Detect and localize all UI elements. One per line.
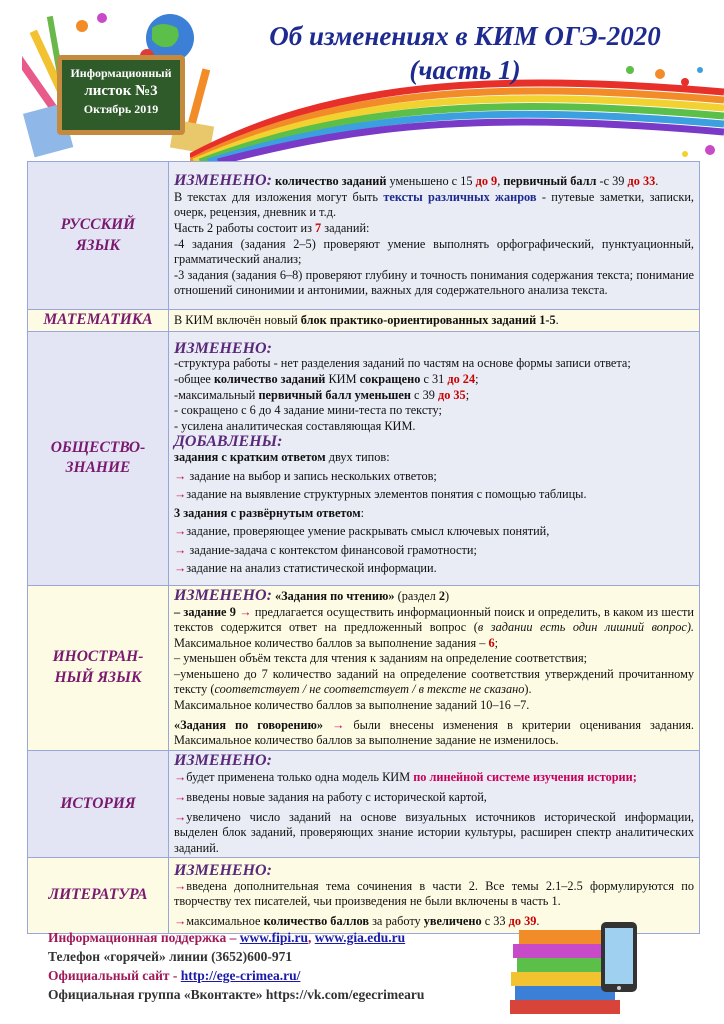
group-link[interactable]: https://vk.com/egecrimearu: [265, 987, 425, 1002]
highlight: 6: [488, 635, 495, 650]
subject-line: ЯЗЫК: [75, 236, 121, 254]
text: .: [536, 914, 540, 929]
subject-social: [28, 331, 169, 585]
group-line: [48, 985, 488, 1004]
text: -4 задания (задания 2–5) проверяют умение выполнять орфографический, пунктуационный, грамматический анализ;: [174, 236, 694, 267]
gia-link[interactable]: www.gia.edu.ru: [314, 930, 406, 945]
info-sheet-board: [57, 55, 185, 135]
text: количество заданий: [213, 371, 326, 386]
changes-table: [27, 161, 700, 934]
text: -структура работы - нет разделения заданий по частям на основе формы записи ответа;: [174, 356, 631, 371]
highlight: до 35: [437, 387, 466, 402]
text: (раздел: [397, 588, 436, 603]
board-line-1: Информационный: [70, 66, 172, 80]
list-item: увеличено число заданий на основе визуальных источников исторической информации, выделен блок заданий, проверяющих знание истории культуры, расширен спектр аналитических заданий.: [174, 809, 694, 855]
content-social: [169, 331, 700, 585]
heading-changed: ИЗМЕНЕНО:: [174, 586, 272, 604]
text: заданий:: [324, 220, 370, 235]
text: первичный балл: [503, 174, 597, 189]
arrow-icon: →: [174, 561, 187, 576]
arrow-icon: →: [174, 790, 187, 805]
arrow-icon: →: [174, 542, 187, 557]
text: максимальное: [186, 914, 261, 929]
subject-history: [28, 750, 169, 858]
text: «Задания по говорению»: [174, 717, 324, 732]
subject-russian: [28, 162, 169, 310]
subject-line: ИНОСТРАН-: [52, 647, 144, 665]
text: уменьшено с 15: [389, 174, 473, 189]
arrow-icon: →: [174, 524, 187, 539]
text: с 33: [484, 914, 506, 929]
arrow-icon: →: [174, 770, 187, 785]
text: Максимальное количество баллов за выполнение задания –: [174, 635, 486, 650]
table-row-social: [28, 331, 700, 585]
text: количество заданий: [275, 174, 387, 189]
highlight: до 39: [508, 914, 537, 929]
heading-changed: ИЗМЕНЕНО:: [174, 751, 272, 769]
text: .: [555, 313, 559, 328]
title-line-1: Об изменениях в КИМ ОГЭ-2020: [269, 21, 661, 51]
heading-added: ДОБАВЛЕНЫ:: [174, 433, 283, 451]
subject-line: НЫЙ ЯЗЫК: [54, 668, 142, 686]
page-footer: [48, 928, 488, 1004]
table-row-foreign: [28, 585, 700, 750]
arrow-icon: →: [332, 717, 345, 732]
text: блок практико-ориентированных заданий 1-5: [300, 313, 556, 328]
list-item: задание на анализ статистической информации.: [186, 561, 437, 576]
arrow-icon: →: [174, 809, 187, 824]
text: ;: [494, 635, 499, 650]
text: с 31: [423, 371, 445, 386]
text: увеличено: [423, 914, 482, 929]
table-row-history: [28, 750, 700, 858]
heading-changed: ИЗМЕНЕНО:: [174, 862, 272, 880]
title-line-2: (часть 1): [409, 54, 521, 85]
fipi-link[interactable]: www.fipi.ru: [239, 930, 308, 945]
books-phone-illustration: [505, 918, 655, 1018]
arrow-icon: →: [174, 878, 187, 893]
content-russian: [169, 162, 700, 310]
highlight: до 24: [447, 371, 476, 386]
text: 3 задания с развёрнутым ответом: [174, 505, 361, 520]
heading-changed: ИЗМЕНЕНО:: [174, 339, 272, 357]
board-line-3: Октябрь 2019: [83, 102, 159, 117]
group-label: Официальная группа «Вконтакте»: [48, 987, 263, 1002]
text: с 39: [414, 387, 435, 402]
text: ): [445, 588, 450, 603]
text: В текстах для изложения могут быть: [174, 189, 379, 204]
content-history: [169, 750, 700, 858]
list-item: задание-задача с контекстом финансовой грамотности;: [189, 542, 477, 557]
text: двух типов:: [328, 449, 390, 464]
text: ,: [497, 174, 501, 189]
site-label: Официальный сайт -: [48, 968, 178, 983]
text: ;: [475, 371, 479, 386]
text: Часть 2 работы состоит из: [174, 220, 312, 235]
arrow-icon: →: [174, 468, 187, 483]
text: количество баллов: [263, 914, 369, 929]
text: ;: [465, 387, 470, 402]
support-label: Информационная поддержка –: [48, 930, 237, 945]
content-foreign: [169, 585, 700, 750]
arrow-icon: →: [239, 604, 252, 619]
text: – уменьшен объём текста для чтения к заданиям на определение соответствия;: [174, 651, 588, 666]
text: -с 39: [599, 174, 625, 189]
page-header: [0, 0, 724, 160]
site-line: [48, 966, 488, 985]
text: –уменьшено до 7 количество заданий на определение соответствия утверждений прочитанному тексту (: [174, 666, 694, 697]
hotline: Телефон «горячей» линии (3652)600-971: [48, 949, 293, 964]
text: «Задания по чтению»: [275, 588, 395, 603]
table-row-math: [28, 310, 700, 332]
text: соответствует / не соответствует / в тексте не сказано: [214, 682, 525, 697]
separator: ,: [308, 930, 312, 945]
subject-line: ЗНАНИЕ: [65, 459, 131, 477]
text: Максимальное количество баллов за выполнение заданий 10–16 –7.: [174, 698, 530, 713]
highlight: по линейной системе изучения истории;: [413, 770, 637, 785]
highlight: тексты различных жанров: [383, 189, 537, 204]
highlight: 7: [315, 220, 322, 235]
text: 2: [438, 588, 446, 603]
text: ).: [524, 682, 532, 697]
list-item: задание, проверяющее умение раскрывать смысл ключевых понятий,: [186, 524, 550, 539]
heading-changed: ИЗМЕНЕНО:: [174, 172, 272, 190]
text: -3 задания (задания 6–8) проверяют глубину и точность понимания содержания текста; понимание отношений синонимии и антонимии, важных для содержательного анализа текста.: [174, 267, 694, 298]
text: были внесены изменения в критерии оценивания задания. Максимальное количество баллов за выполнение задание не изменилось.: [174, 717, 694, 748]
arrow-icon: →: [174, 914, 187, 929]
text: первичный балл уменьшен: [258, 387, 411, 402]
list-item: задание на выявление структурных элементов понятия с помощью таблицы.: [186, 487, 587, 502]
board-line-2: листок №3: [84, 83, 158, 100]
support-line: [48, 928, 488, 947]
subject-line: МАТЕМАТИКА: [43, 311, 153, 328]
text: КИМ: [328, 371, 357, 386]
list-item: задание на выбор и запись нескольких ответов;: [189, 468, 437, 483]
text: предлагается осуществить информационный поиск и определить, в каком из шести текстов содержится ответ на предложенный вопрос (: [174, 604, 694, 635]
text: - усилена аналитическая составляющая КИМ.: [174, 418, 416, 433]
text: задания с кратким ответом: [174, 449, 326, 464]
text: -максимальный: [174, 387, 256, 402]
subject-line: ОБЩЕСТВО-: [50, 438, 146, 456]
text: :: [360, 505, 365, 520]
text: В КИМ включён новый: [174, 313, 298, 328]
text: сокращено: [359, 371, 421, 386]
text: .: [655, 174, 659, 189]
subject-math: [28, 310, 169, 332]
arrow-icon: →: [174, 487, 187, 502]
content-math: [169, 310, 700, 332]
subject-foreign: [28, 585, 169, 750]
subject-line: РУССКИЙ: [60, 215, 136, 233]
text: – задание 9: [174, 604, 236, 619]
page-title: [225, 20, 705, 88]
text: будет применена только одна модель КИМ: [186, 770, 411, 785]
text: - сокращено с 6 до 4 задание мини-теста по тексту;: [174, 403, 442, 418]
highlight: до 9: [475, 174, 498, 189]
subject-line: ИСТОРИЯ: [60, 794, 136, 812]
highlight: до 33: [627, 174, 656, 189]
text: за работу: [372, 914, 421, 929]
list-item: введены новые задания на работу с исторической картой,: [186, 790, 487, 805]
text: - путевые заметки, записки, очерк, рецензия, дневник и т.д.: [174, 189, 694, 220]
text: -общее: [174, 371, 211, 386]
subject-literature: [28, 858, 169, 934]
text: в задании есть один лишний вопрос).: [477, 620, 694, 635]
subject-line: ЛИТЕРАТУРА: [48, 886, 148, 904]
list-item: введена дополнительная тема сочинения в части 2. Все темы 2.1–2.5 формулируются по творчеству тех писателей, чьи произведения не были включены в часть 1.: [174, 878, 694, 909]
table-row-russian: [28, 162, 700, 310]
site-link[interactable]: http://ege-crimea.ru/: [180, 968, 301, 983]
